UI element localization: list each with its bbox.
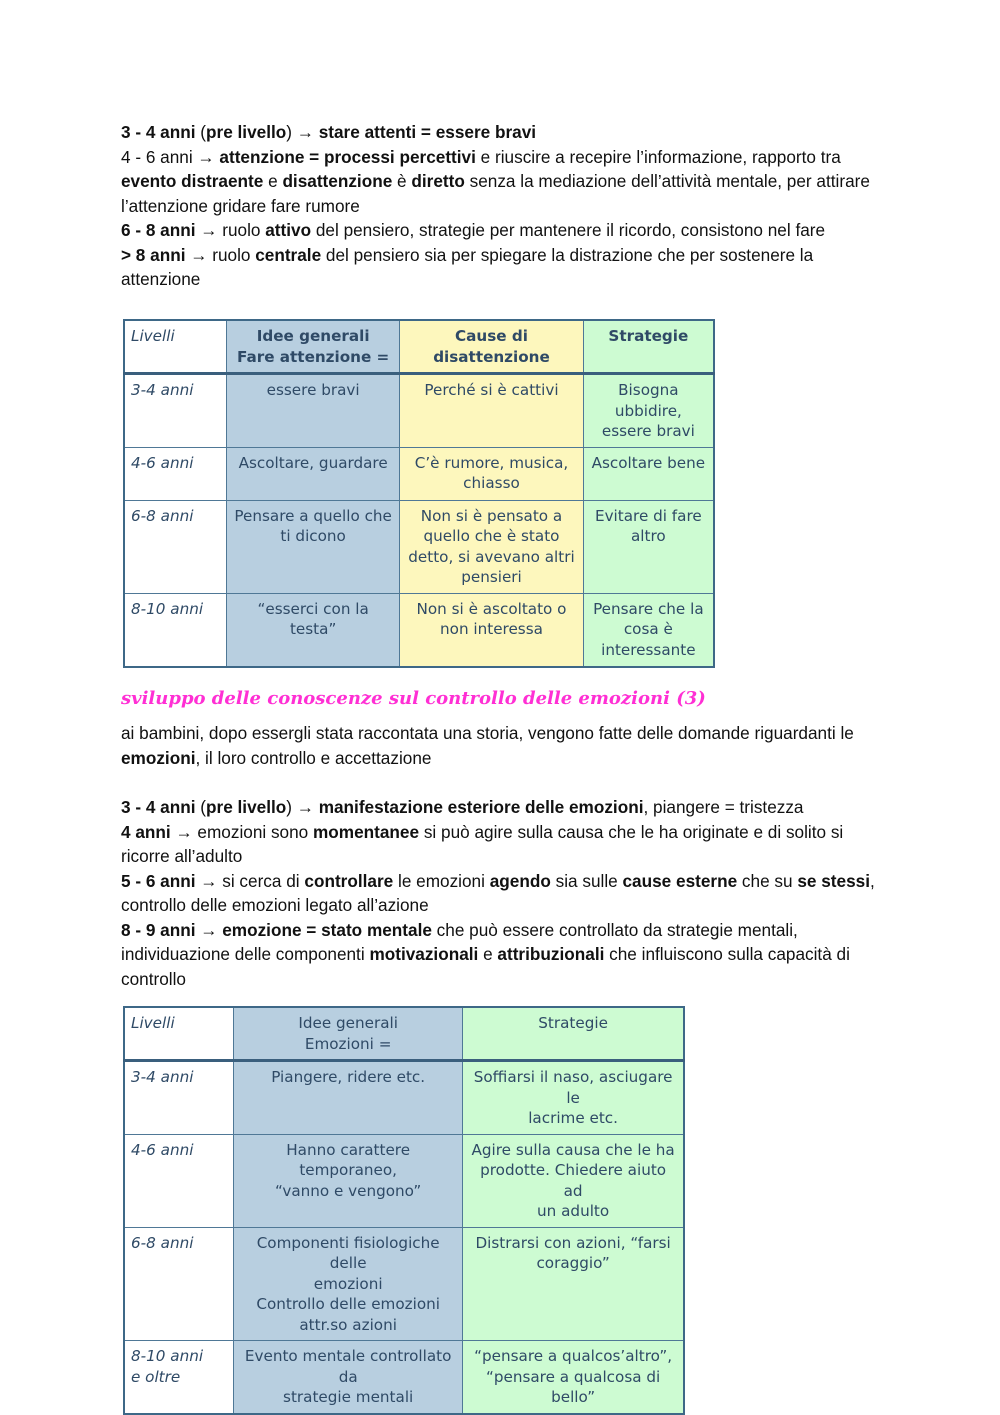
- text-run: sia sulle: [550, 870, 623, 891]
- text-run: che influiscono sulla capacità di controllo: [121, 944, 850, 989]
- bold-text: 5 - 6 anni: [121, 870, 196, 891]
- text-run: → ruolo: [185, 244, 256, 265]
- table-cell: “pensare a qualcos’altro”, “pensare a qualcosa di bello”: [463, 1341, 684, 1415]
- text-run: , piangere = tristezza: [643, 797, 804, 817]
- header-idee-generali: Idee generali Fare attenzione =: [227, 320, 400, 374]
- paragraph-line: [121, 918, 891, 992]
- attention-levels-text: [121, 120, 891, 292]
- text-run: che su: [737, 870, 798, 891]
- bold-text: pre livello: [206, 797, 287, 817]
- bold-text: 3 - 4 anni: [121, 797, 196, 817]
- bold-text: controllare: [304, 870, 394, 891]
- table-row: [124, 500, 714, 593]
- bold-text: attribuzionali: [497, 944, 605, 964]
- table-cell: Ascoltare bene: [583, 447, 714, 500]
- header-idee-generali: Idee generali Emozioni =: [234, 1007, 463, 1061]
- text-run: (: [195, 122, 206, 142]
- section-heading: sviluppo delle conoscenze sul controllo delle emozioni (3): [121, 688, 706, 709]
- level-cell: 3-4 anni: [124, 374, 227, 448]
- table-row: [124, 593, 714, 667]
- paragraph-line: [121, 145, 891, 219]
- header-livelli: Livelli: [124, 1007, 234, 1061]
- bold-text: agendo: [489, 870, 551, 891]
- paragraph-line: [121, 243, 891, 292]
- text-run: del pensiero, strategie per mantenere il ricordo, consistono nel fare: [311, 220, 826, 240]
- bold-text: 3 - 4 anni: [121, 122, 196, 142]
- text-run: senza la mediazione dell’attività mentale, per attirare l’attenzione gridare fare rumore: [121, 171, 870, 216]
- bold-text: cause esterne: [622, 870, 738, 891]
- bold-text: emozioni: [121, 747, 196, 768]
- text-run: 4 - 6 anni →: [121, 146, 220, 167]
- paragraph-line: [121, 120, 891, 145]
- text-run: le emozioni: [393, 870, 490, 891]
- table-row: [124, 1341, 684, 1415]
- text-run: che può essere controllato da strategie mentali, individuazione delle componenti: [121, 919, 798, 964]
- text-run: → ruolo: [195, 220, 266, 240]
- emotions-intro-text: [121, 721, 891, 770]
- paragraph-line: [121, 820, 891, 869]
- table-cell: Perché si è cattivi: [400, 374, 583, 448]
- text-run: →: [195, 919, 223, 940]
- text-run: ) →: [286, 797, 319, 817]
- level-cell: 4-6 anni: [124, 1134, 234, 1227]
- table-cell: C’è rumore, musica, chiasso: [400, 447, 583, 500]
- text-run: , il loro controllo e accettazione: [195, 747, 432, 768]
- paragraph-line: [121, 869, 891, 918]
- table-row: [124, 447, 714, 500]
- level-cell: 6-8 anni: [124, 1227, 234, 1341]
- table-cell: Agire sulla causa che le ha prodotte. Chiedere aiuto ad un adulto: [463, 1134, 684, 1227]
- bold-text: motivazionali: [369, 944, 479, 964]
- text-run: si può agire sulla causa che le ha originate e di solito si ricorre all’adulto: [121, 821, 844, 866]
- table-cell: Pensare che la cosa è interessante: [583, 593, 714, 667]
- text-run: → si cerca di: [195, 870, 305, 891]
- text-run: ) →: [286, 122, 319, 142]
- bold-text: centrale: [255, 244, 322, 265]
- table-cell: Evento mentale controllato da strategie mentali: [234, 1341, 463, 1415]
- bold-text: stare attenti = essere bravi: [318, 122, 537, 142]
- attention-levels-table: [123, 319, 715, 668]
- table-cell: Piangere, ridere etc.: [234, 1061, 463, 1135]
- header-livelli: Livelli: [124, 320, 227, 374]
- bold-text: evento distraente: [121, 171, 264, 191]
- table-cell: Evitare di fare altro: [583, 500, 714, 593]
- table-cell: Ascoltare, guardare: [227, 447, 400, 500]
- table-header-row: [124, 320, 714, 374]
- bold-text: 8 - 9 anni: [121, 919, 196, 940]
- text-run: e: [263, 171, 283, 191]
- header-strategie: Strategie: [463, 1007, 684, 1061]
- table-row: [124, 1134, 684, 1227]
- table-cell: Non si è ascoltato o non interessa: [400, 593, 583, 667]
- text-run: del pensiero sia per spiegare la distrazione che per sostenere la attenzione: [121, 244, 814, 289]
- table-cell: Non si è pensato a quello che è stato detto, si avevano altri pensieri: [400, 500, 583, 593]
- table-cell: Bisogna ubbidire, essere bravi: [583, 374, 714, 448]
- text-run: è: [392, 171, 412, 191]
- level-cell: 3-4 anni: [124, 1061, 234, 1135]
- bold-text: 4 anni: [121, 821, 171, 842]
- paragraph-line: [121, 218, 891, 243]
- emotion-levels-table: [123, 1006, 685, 1415]
- table-row: [124, 1227, 684, 1341]
- header-strategie: Strategie: [583, 320, 714, 374]
- level-cell: 6-8 anni: [124, 500, 227, 593]
- bold-text: emozione = stato mentale: [222, 919, 432, 940]
- table-row: [124, 1061, 684, 1135]
- table-cell: Distrarsi con azioni, “farsi coraggio”: [463, 1227, 684, 1341]
- bold-text: momentanee: [313, 821, 420, 842]
- bold-text: > 8 anni: [121, 244, 186, 265]
- bold-text: attenzione = processi percettivi: [219, 146, 476, 167]
- table-cell: Componenti fisiologiche delle emozioni Controllo delle emozioni attr.so azioni: [234, 1227, 463, 1341]
- level-cell: 8-10 anni: [124, 593, 227, 667]
- text-run: e: [478, 944, 498, 964]
- table-cell: “esserci con la testa”: [227, 593, 400, 667]
- text-run: (: [195, 797, 206, 817]
- text-run: → emozioni sono: [170, 821, 314, 842]
- header-cause: Cause di disattenzione: [400, 320, 583, 374]
- bold-text: manifestazione esteriore delle emozioni: [318, 797, 644, 817]
- bold-text: 6 - 8 anni: [121, 220, 196, 240]
- emotion-levels-text: [121, 795, 891, 991]
- table-cell: Hanno carattere temporaneo, “vanno e vengono”: [234, 1134, 463, 1227]
- bold-text: diretto: [411, 171, 465, 191]
- bold-text: attivo: [265, 220, 312, 240]
- table-row: [124, 374, 714, 448]
- text-run: e riuscire a recepire l’informazione, rapporto tra: [475, 146, 841, 167]
- level-cell: 4-6 anni: [124, 447, 227, 500]
- table-cell: Pensare a quello che ti dicono: [227, 500, 400, 593]
- level-cell: 8-10 anni e oltre: [124, 1341, 234, 1415]
- bold-text: se stessi: [797, 870, 870, 891]
- text-run: ai bambini, dopo essergli stata raccontata una storia, vengono fatte delle domande riguardanti le: [121, 723, 854, 743]
- bold-text: pre livello: [206, 122, 287, 142]
- text-run: , controllo delle emozioni legato all’azione: [121, 870, 875, 915]
- paragraph-line: [121, 795, 891, 820]
- bold-text: disattenzione: [282, 171, 393, 191]
- table-cell: Soffiarsi il naso, asciugare le lacrime etc.: [463, 1061, 684, 1135]
- table-header-row: [124, 1007, 684, 1061]
- table-cell: essere bravi: [227, 374, 400, 448]
